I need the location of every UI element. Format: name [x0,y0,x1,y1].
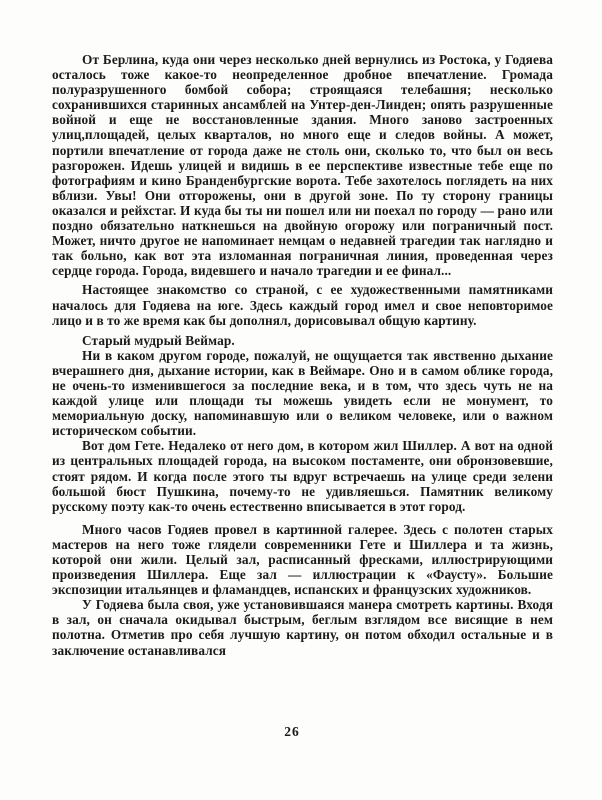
paragraph-acquaintance: Настоящее знакомство со страной, с ее художественными памятниками началось для Годяева на юге. Здесь каждый город имел и свое неповторимое лицо и в то же время как бы дополнял, дорисовывал общую картину. [52,282,553,328]
text-block [52,52,553,658]
paragraph-weimar-heading: Старый мудрый Веймар. [82,332,235,348]
paragraph-berlin: От Берлина, куда они через несколько дней вернулись из Ростока, у Годяева осталось тоже какое-то неопределенное дробное впечатление. Громада полуразрушенного бомбой собора; строящаяся телебашня; несколько сохранившихся старинных ансамблей на Унтер-ден-Линден; опять разрушенные войной и еще не восстановленные здания. Много заново застроенных улиц,площадей, целых кварталов, но много еще и следов войны. А может, портили впечатление от города даже не столь они, сколько то, что был он весь разгорожен. Идешь улицей и видишь в ее перспективе известные тебе еще по фотографиям и кино Бранденбургские ворота. Тебе захотелось поглядеть на них вблизи. Увы! Они отгорожены, они в другой зоне. По ту сторону границы оказался и рейхстаг. И куда бы ты ни пошел или ни поехал по городу — рано или поздно обязательно наткнешься на двойную огорожу или пограничный пост. Может, ничто другое не напоминает немцам о недавней трагедии так наглядно и так больно, как вот эта изломанная пограничная линия, проведенная через сердце города. Города, видевшего и начало трагедии и ее финал... [52,52,553,279]
paragraph-gallery: Много часов Годяев провел в картинной галерее. Здесь с полотен старых мастеров на него тоже глядели современники Гете и Шиллера и та жизнь, которой они жили. Целый зал, расписанный фресками, иллюстрирующими произведения Шиллера. Еще зал — иллюстрации к «Фаусту». Большие экспозиции итальянцев и фламандцев, испанских и французских художников. [52,521,553,598]
paragraph-weimar: Ни в каком другом городе, пожалуй, не ощущается так явственно дыхание вчерашнего дня, дыхание истории, как в Веймаре. Оно и в самом облике города, не очень-то изменившегося за последние века, и в том, что здесь чуть не на каждой улице или площади ты можешь увидеть если не монумент, то мемориальную доску, напоминавшую или о великом человеке, или о важном историческом событии. [52,347,553,439]
paragraph-viewing-manner: У Годяева была своя, уже установившаяся манера смотреть картины. Входя в зал, он сначала окидывал быстрым, беглым взглядом все висящие в нем полотна. Отметив про себя лучшую картину, он потом обходил остальные и в заключение останавливался [52,597,553,658]
paragraph-goethe-house: Вот дом Гете. Недалеко от него дом, в котором жил Шиллер. А вот на одной из центральных площадей города, на высоком постаменте, они обронзовевшие, стоят рядом. И когда после этого ты вдруг встречаешь на улице среди зелени большой бюст Пушкина, почему-то не удивляешься. Памятник великому русскому поэту как-то очень естественно вписывается в этот город. [52,438,553,514]
page-number: 26 [284,724,300,739]
